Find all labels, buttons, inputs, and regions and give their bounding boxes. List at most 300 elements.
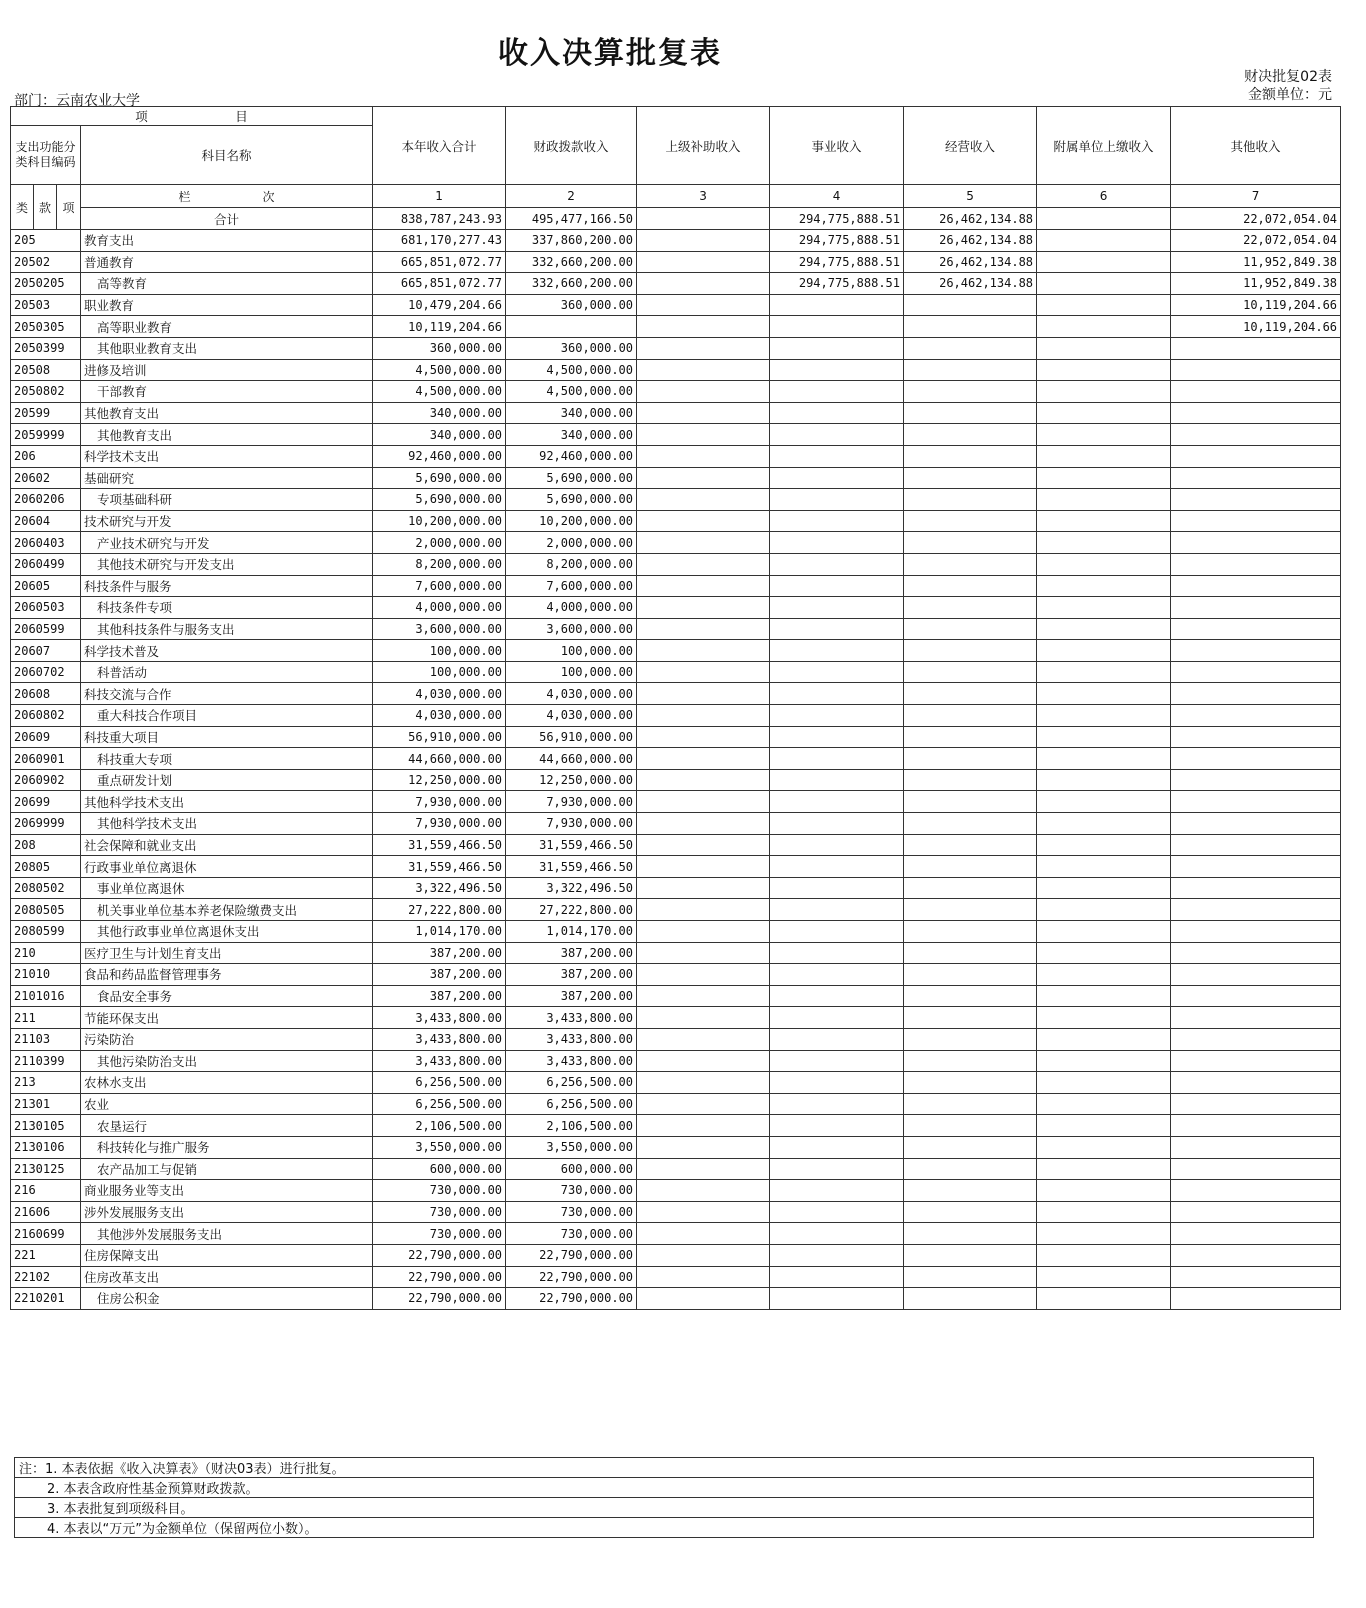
subject-name: 技术研究与开发 [81, 510, 373, 532]
subject-name: 进修及培训 [81, 359, 373, 381]
table-row [11, 1158, 1341, 1180]
subject-name: 其他科学技术支出 [81, 813, 373, 835]
amount-cell [770, 1266, 904, 1288]
amount-cell [637, 877, 770, 899]
amount-cell [1037, 575, 1171, 597]
subject-code: 2060702 [11, 661, 81, 683]
amount-cell [1037, 921, 1171, 943]
amount-cell: 7,930,000.00 [373, 813, 506, 835]
amount-cell [1037, 1050, 1171, 1072]
table-row [11, 1007, 1341, 1029]
amount-cell [1037, 1072, 1171, 1094]
subject-name: 产业技术研究与开发 [81, 532, 373, 554]
amount-cell [1037, 661, 1171, 683]
col-header-5: 经营收入 [904, 107, 1037, 185]
amount-cell: 7,600,000.00 [373, 575, 506, 597]
amount-cell: 44,660,000.00 [373, 748, 506, 770]
amount-cell [1037, 705, 1171, 727]
amount-cell: 387,200.00 [506, 985, 637, 1007]
amount-cell: 31,559,466.50 [373, 856, 506, 878]
amount-cell: 730,000.00 [506, 1201, 637, 1223]
amount-cell [637, 1050, 770, 1072]
amount-cell [1171, 856, 1341, 878]
amount-cell: 340,000.00 [506, 402, 637, 424]
amount-cell [1171, 1201, 1341, 1223]
subject-code: 2069999 [11, 813, 81, 835]
amount-cell [904, 748, 1037, 770]
amount-cell: 360,000.00 [506, 294, 637, 316]
subject-code: 20605 [11, 575, 81, 597]
amount-cell [904, 467, 1037, 489]
amount-cell: 92,460,000.00 [506, 445, 637, 467]
amount-cell [904, 1201, 1037, 1223]
amount-cell [1171, 359, 1341, 381]
amount-cell [1037, 748, 1171, 770]
subject-code: 21606 [11, 1201, 81, 1223]
amount-cell [1037, 467, 1171, 489]
amount-cell [770, 834, 904, 856]
table-row [11, 273, 1341, 295]
amount-cell: 3,600,000.00 [506, 618, 637, 640]
amount-cell [770, 359, 904, 381]
table-row [11, 251, 1341, 273]
table-row [11, 424, 1341, 446]
amount-cell: 22,790,000.00 [373, 1266, 506, 1288]
amount-cell [1171, 877, 1341, 899]
amount-cell [637, 402, 770, 424]
subject-code: 213 [11, 1072, 81, 1094]
subject-code: 2050205 [11, 273, 81, 295]
amount-cell: 31,559,466.50 [506, 856, 637, 878]
amount-cell [637, 359, 770, 381]
amount-cell [637, 942, 770, 964]
amount-cell [770, 424, 904, 446]
amount-cell [904, 1028, 1037, 1050]
amount-cell [1037, 813, 1171, 835]
amount-cell [904, 294, 1037, 316]
subject-name: 事业单位离退休 [81, 877, 373, 899]
subject-code: 20607 [11, 640, 81, 662]
amount-cell [770, 1158, 904, 1180]
amount-cell: 4,030,000.00 [373, 705, 506, 727]
amount-cell [637, 316, 770, 338]
subject-code: 2110399 [11, 1050, 81, 1072]
amount-cell [637, 769, 770, 791]
seq-7: 7 [1171, 185, 1341, 208]
amount-cell: 5,690,000.00 [373, 489, 506, 511]
amount-cell [1037, 251, 1171, 273]
subject-name: 医疗卫生与计划生育支出 [81, 942, 373, 964]
amount-cell: 27,222,800.00 [373, 899, 506, 921]
subject-name: 科技交流与合作 [81, 683, 373, 705]
amount-cell [637, 1266, 770, 1288]
subject-code: 21103 [11, 1028, 81, 1050]
amount-cell [1037, 1158, 1171, 1180]
amount-cell [1037, 1115, 1171, 1137]
amount-cell [904, 597, 1037, 619]
amount-cell: 730,000.00 [373, 1201, 506, 1223]
subject-code: 2210201 [11, 1288, 81, 1310]
table-row [11, 489, 1341, 511]
amount-cell: 6,256,500.00 [373, 1072, 506, 1094]
table-row [11, 1093, 1341, 1115]
amount-cell [637, 726, 770, 748]
col-header-3: 上级补助收入 [637, 107, 770, 185]
amount-cell [1037, 489, 1171, 511]
amount-cell: 600,000.00 [506, 1158, 637, 1180]
amount-cell [637, 661, 770, 683]
subject-code: 2060206 [11, 489, 81, 511]
form-number: 财决批复02表 [1244, 69, 1332, 85]
amount-cell [904, 1266, 1037, 1288]
amount-cell [1171, 1223, 1341, 1245]
amount-cell: 11,952,849.38 [1171, 251, 1341, 273]
amount-cell [637, 1223, 770, 1245]
subject-name: 其他科技条件与服务支出 [81, 618, 373, 640]
amount-cell: 3,600,000.00 [373, 618, 506, 640]
amount-cell: 3,322,496.50 [373, 877, 506, 899]
amount-cell: 4,500,000.00 [373, 381, 506, 403]
amount-cell [637, 1244, 770, 1266]
total-value: 22,072,054.04 [1171, 208, 1341, 230]
amount-cell [1037, 532, 1171, 554]
amount-cell [904, 683, 1037, 705]
table-row [11, 791, 1341, 813]
table-row [11, 1266, 1341, 1288]
subject-code: 2050305 [11, 316, 81, 338]
subject-name: 污染防治 [81, 1028, 373, 1050]
amount-cell [1171, 1288, 1341, 1310]
amount-cell [1171, 1050, 1341, 1072]
page-title: 收入决算批复表 [498, 36, 722, 71]
amount-cell [1037, 402, 1171, 424]
amount-cell: 1,014,170.00 [373, 921, 506, 943]
amount-cell [1171, 1180, 1341, 1202]
amount-cell [904, 921, 1037, 943]
subject-name: 商业服务业等支出 [81, 1180, 373, 1202]
amount-cell [1171, 899, 1341, 921]
table-row [11, 813, 1341, 835]
subject-code: 20599 [11, 402, 81, 424]
table-row [11, 1072, 1341, 1094]
seq-3: 3 [637, 185, 770, 208]
amount-cell: 387,200.00 [373, 942, 506, 964]
subject-name: 社会保障和就业支出 [81, 834, 373, 856]
amount-cell: 10,200,000.00 [506, 510, 637, 532]
col-header-7: 其他收入 [1171, 107, 1341, 185]
amount-cell [770, 661, 904, 683]
amount-cell [770, 985, 904, 1007]
amount-cell [1171, 813, 1341, 835]
header-subject-name: 科目名称 [81, 126, 373, 185]
amount-cell [770, 1223, 904, 1245]
amount-cell [1037, 1028, 1171, 1050]
subject-name: 重点研发计划 [81, 769, 373, 791]
amount-cell: 681,170,277.43 [373, 230, 506, 252]
amount-cell [1171, 921, 1341, 943]
subject-name: 农业 [81, 1093, 373, 1115]
amount-cell [1171, 942, 1341, 964]
amount-cell [904, 1115, 1037, 1137]
amount-cell: 4,000,000.00 [506, 597, 637, 619]
amount-cell [637, 251, 770, 273]
amount-cell [1037, 942, 1171, 964]
subject-name: 其他污染防治支出 [81, 1050, 373, 1072]
subject-name: 专项基础科研 [81, 489, 373, 511]
amount-cell: 12,250,000.00 [506, 769, 637, 791]
amount-cell [1037, 1201, 1171, 1223]
amount-cell: 10,119,204.66 [1171, 316, 1341, 338]
subject-code: 21301 [11, 1093, 81, 1115]
col-header-2: 财政拨款收入 [506, 107, 637, 185]
amount-cell: 22,790,000.00 [373, 1244, 506, 1266]
header-item-row [11, 107, 1341, 126]
amount-cell [770, 683, 904, 705]
amount-cell [904, 381, 1037, 403]
subject-name: 其他教育支出 [81, 424, 373, 446]
amount-cell [770, 748, 904, 770]
amount-cell: 27,222,800.00 [506, 899, 637, 921]
table-row [11, 834, 1341, 856]
amount-cell [904, 1136, 1037, 1158]
subject-code: 205 [11, 230, 81, 252]
amount-cell [1037, 1266, 1171, 1288]
amount-cell [770, 1201, 904, 1223]
table-row [11, 1244, 1341, 1266]
amount-cell: 6,256,500.00 [373, 1093, 506, 1115]
amount-cell [637, 1093, 770, 1115]
subject-code: 2050399 [11, 337, 81, 359]
amount-cell [1037, 618, 1171, 640]
amount-cell [637, 705, 770, 727]
subject-name: 基础研究 [81, 467, 373, 489]
amount-cell: 22,072,054.04 [1171, 230, 1341, 252]
amount-cell [1037, 856, 1171, 878]
amount-cell [904, 1180, 1037, 1202]
amount-cell [637, 618, 770, 640]
subject-name: 节能环保支出 [81, 1007, 373, 1029]
amount-cell [1037, 899, 1171, 921]
amount-cell [1037, 510, 1171, 532]
amount-cell [770, 1007, 904, 1029]
income-table [10, 106, 1341, 1310]
amount-cell [1171, 985, 1341, 1007]
table-row [11, 726, 1341, 748]
amount-cell [904, 445, 1037, 467]
amount-cell [770, 964, 904, 986]
amount-cell [1171, 769, 1341, 791]
header-seq-row [11, 185, 1341, 208]
amount-cell [1171, 489, 1341, 511]
amount-cell [1037, 597, 1171, 619]
amount-cell [1037, 424, 1171, 446]
subject-name: 教育支出 [81, 230, 373, 252]
table-row [11, 1288, 1341, 1310]
table-row [11, 661, 1341, 683]
amount-cell [637, 856, 770, 878]
amount-cell [637, 532, 770, 554]
table-row [11, 553, 1341, 575]
amount-cell: 730,000.00 [373, 1223, 506, 1245]
amount-cell [770, 791, 904, 813]
subject-name: 干部教育 [81, 381, 373, 403]
amount-cell [1037, 381, 1171, 403]
amount-cell [904, 964, 1037, 986]
amount-cell [770, 1115, 904, 1137]
table-body [11, 230, 1341, 1310]
subject-code: 2080502 [11, 877, 81, 899]
amount-cell: 44,660,000.00 [506, 748, 637, 770]
seq-5: 5 [904, 185, 1037, 208]
table-row [11, 1201, 1341, 1223]
amount-cell [1037, 726, 1171, 748]
amount-cell: 4,030,000.00 [506, 705, 637, 727]
amount-cell: 730,000.00 [506, 1223, 637, 1245]
table-row [11, 445, 1341, 467]
amount-cell: 22,790,000.00 [506, 1266, 637, 1288]
amount-cell [637, 489, 770, 511]
table-row [11, 316, 1341, 338]
amount-cell [904, 1244, 1037, 1266]
table-row [11, 705, 1341, 727]
amount-cell [1037, 1288, 1171, 1310]
amount-cell [637, 230, 770, 252]
amount-cell [770, 575, 904, 597]
table-row [11, 510, 1341, 532]
amount-cell: 3,433,800.00 [373, 1050, 506, 1072]
amount-cell [904, 1007, 1037, 1029]
amount-cell [637, 683, 770, 705]
amount-cell [770, 294, 904, 316]
total-value [637, 208, 770, 230]
table-row [11, 402, 1341, 424]
amount-cell: 100,000.00 [506, 661, 637, 683]
amount-cell: 100,000.00 [373, 640, 506, 662]
amount-cell [904, 489, 1037, 511]
amount-cell [637, 1136, 770, 1158]
subject-name: 农垦运行 [81, 1115, 373, 1137]
amount-cell: 8,200,000.00 [506, 553, 637, 575]
amount-cell: 3,550,000.00 [506, 1136, 637, 1158]
amount-cell: 11,952,849.38 [1171, 273, 1341, 295]
amount-cell [1171, 510, 1341, 532]
amount-cell [904, 1158, 1037, 1180]
amount-cell [637, 1007, 770, 1029]
amount-cell [1037, 683, 1171, 705]
amount-cell [1037, 273, 1171, 295]
amount-cell [904, 1288, 1037, 1310]
subject-name: 普通教育 [81, 251, 373, 273]
subject-name: 科技重大专项 [81, 748, 373, 770]
form-info [1244, 68, 1332, 104]
subject-name: 其他职业教育支出 [81, 337, 373, 359]
amount-cell [770, 532, 904, 554]
amount-cell [904, 899, 1037, 921]
amount-cell [637, 1028, 770, 1050]
amount-cell [637, 467, 770, 489]
col-header-1: 本年收入合计 [373, 107, 506, 185]
amount-cell: 5,690,000.00 [506, 467, 637, 489]
amount-cell [637, 510, 770, 532]
amount-cell: 665,851,072.77 [373, 273, 506, 295]
amount-cell: 294,775,888.51 [770, 273, 904, 295]
amount-cell: 340,000.00 [373, 424, 506, 446]
amount-cell [1037, 769, 1171, 791]
amount-cell [637, 337, 770, 359]
amount-cell [770, 489, 904, 511]
amount-cell [1171, 467, 1341, 489]
amount-cell [904, 877, 1037, 899]
amount-cell [770, 1093, 904, 1115]
amount-cell [1171, 1093, 1341, 1115]
subject-name: 食品安全事务 [81, 985, 373, 1007]
amount-cell [770, 1072, 904, 1094]
seq-1: 1 [373, 185, 506, 208]
seq-4: 4 [770, 185, 904, 208]
table-row [11, 964, 1341, 986]
amount-cell [770, 942, 904, 964]
amount-cell [637, 985, 770, 1007]
subject-code: 2080599 [11, 921, 81, 943]
amount-cell: 4,500,000.00 [373, 359, 506, 381]
amount-cell [1037, 964, 1171, 986]
total-value [1037, 208, 1171, 230]
amount-cell: 4,500,000.00 [506, 359, 637, 381]
amount-cell [637, 813, 770, 835]
amount-cell: 665,851,072.77 [373, 251, 506, 273]
amount-cell [904, 553, 1037, 575]
amount-cell [637, 273, 770, 295]
subject-name: 其他涉外发展服务支出 [81, 1223, 373, 1245]
amount-cell [770, 467, 904, 489]
subject-name: 行政事业单位离退休 [81, 856, 373, 878]
amount-cell [1037, 316, 1171, 338]
subject-code: 2080505 [11, 899, 81, 921]
amount-cell: 3,433,800.00 [506, 1007, 637, 1029]
amount-cell [770, 1028, 904, 1050]
amount-cell: 387,200.00 [373, 985, 506, 1007]
amount-cell [637, 921, 770, 943]
subject-name: 其他行政事业单位离退休支出 [81, 921, 373, 943]
amount-cell: 360,000.00 [373, 337, 506, 359]
subject-name: 住房保障支出 [81, 1244, 373, 1266]
amount-cell [904, 942, 1037, 964]
amount-cell [637, 964, 770, 986]
subject-name: 科技重大项目 [81, 726, 373, 748]
amount-cell [637, 1072, 770, 1094]
table-row [11, 683, 1341, 705]
amount-cell [770, 640, 904, 662]
amount-cell [770, 316, 904, 338]
subject-code: 20805 [11, 856, 81, 878]
note-item: 3. 本表批复到项级科目。 [15, 1498, 1314, 1518]
amount-cell: 100,000.00 [373, 661, 506, 683]
amount-cell: 22,790,000.00 [506, 1288, 637, 1310]
header-item: 项 目 [11, 107, 373, 126]
amount-cell: 26,462,134.88 [904, 251, 1037, 273]
amount-cell: 6,256,500.00 [506, 1072, 637, 1094]
amount-cell [904, 726, 1037, 748]
subject-code: 2130105 [11, 1115, 81, 1137]
table-row [11, 337, 1341, 359]
subject-code: 216 [11, 1180, 81, 1202]
amount-cell [770, 921, 904, 943]
amount-cell [637, 1180, 770, 1202]
amount-cell [904, 532, 1037, 554]
subject-code: 20508 [11, 359, 81, 381]
table-row [11, 985, 1341, 1007]
amount-cell [1037, 640, 1171, 662]
